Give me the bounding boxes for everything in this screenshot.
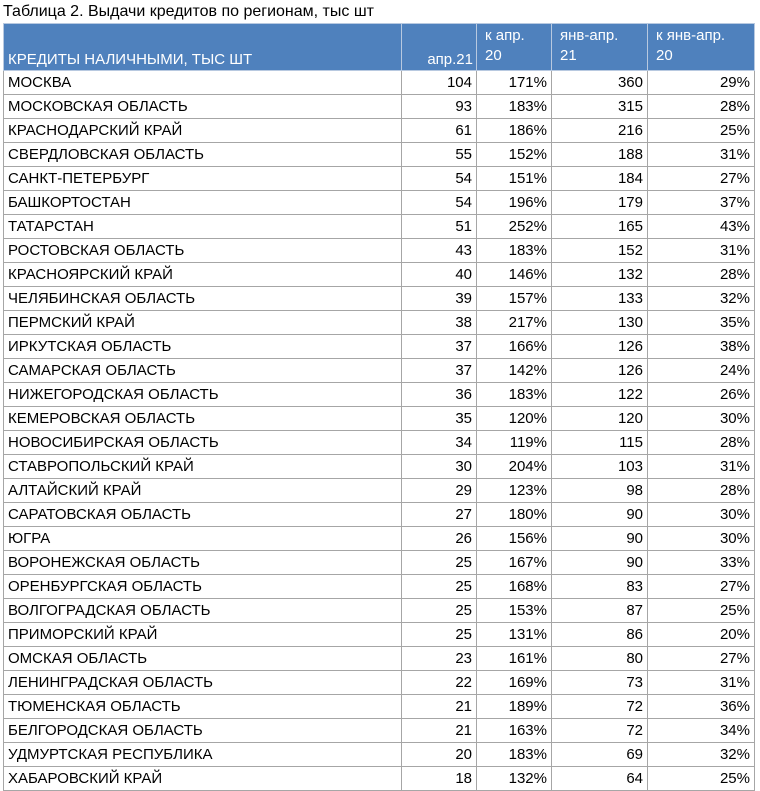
vs-jan-apr20-cell: 28% (648, 479, 755, 503)
jan-apr21-cell: 87 (552, 599, 648, 623)
region-name-cell: ТАТАРСТАН (4, 215, 402, 239)
jan-apr21-cell: 315 (552, 95, 648, 119)
vs-jan-apr20-cell: 25% (648, 599, 755, 623)
jan-apr21-cell: 115 (552, 431, 648, 455)
table-row (4, 95, 755, 119)
region-name-cell: МОСКОВСКАЯ ОБЛАСТЬ (4, 95, 402, 119)
vs-apr20-cell: 183% (477, 743, 552, 767)
apr21-cell: 38 (402, 311, 477, 335)
apr21-cell: 43 (402, 239, 477, 263)
vs-jan-apr20-cell: 26% (648, 383, 755, 407)
vs-apr20-cell: 123% (477, 479, 552, 503)
table-row (4, 143, 755, 167)
table-row (4, 215, 755, 239)
apr21-cell: 27 (402, 503, 477, 527)
table-row (4, 311, 755, 335)
vs-jan-apr20-cell: 25% (648, 767, 755, 791)
vs-apr20-cell: 166% (477, 335, 552, 359)
header-vs-jan-apr20-line1: к янв-апр. (656, 27, 726, 44)
apr21-cell: 25 (402, 623, 477, 647)
table-row (4, 359, 755, 383)
apr21-cell: 23 (402, 647, 477, 671)
apr21-cell: 40 (402, 263, 477, 287)
jan-apr21-cell: 165 (552, 215, 648, 239)
table-row (4, 335, 755, 359)
apr21-cell: 37 (402, 335, 477, 359)
apr21-cell: 51 (402, 215, 477, 239)
apr21-cell: 36 (402, 383, 477, 407)
vs-jan-apr20-cell: 27% (648, 575, 755, 599)
jan-apr21-cell: 90 (552, 551, 648, 575)
vs-apr20-cell: 169% (477, 671, 552, 695)
vs-jan-apr20-cell: 36% (648, 695, 755, 719)
apr21-cell: 55 (402, 143, 477, 167)
table-row (4, 719, 755, 743)
jan-apr21-cell: 184 (552, 167, 648, 191)
table-row (4, 71, 755, 95)
region-name-cell: БЕЛГОРОДСКАЯ ОБЛАСТЬ (4, 719, 402, 743)
vs-jan-apr20-cell: 20% (648, 623, 755, 647)
table-row (4, 575, 755, 599)
vs-jan-apr20-cell: 34% (648, 719, 755, 743)
table-row (4, 551, 755, 575)
table-row (4, 623, 755, 647)
region-name-cell: САМАРСКАЯ ОБЛАСТЬ (4, 359, 402, 383)
vs-jan-apr20-cell: 25% (648, 119, 755, 143)
vs-jan-apr20-cell: 28% (648, 263, 755, 287)
vs-apr20-cell: 119% (477, 431, 552, 455)
apr21-cell: 93 (402, 95, 477, 119)
vs-apr20-cell: 252% (477, 215, 552, 239)
vs-jan-apr20-cell: 28% (648, 95, 755, 119)
vs-apr20-cell: 156% (477, 527, 552, 551)
region-name-cell: МОСКВА (4, 71, 402, 95)
vs-apr20-cell: 132% (477, 767, 552, 791)
table-row (4, 743, 755, 767)
apr21-cell: 25 (402, 599, 477, 623)
jan-apr21-cell: 64 (552, 767, 648, 791)
vs-apr20-cell: 167% (477, 551, 552, 575)
table-row (4, 263, 755, 287)
vs-jan-apr20-cell: 28% (648, 431, 755, 455)
vs-jan-apr20-cell: 32% (648, 743, 755, 767)
region-name-cell: СВЕРДЛОВСКАЯ ОБЛАСТЬ (4, 143, 402, 167)
jan-apr21-cell: 122 (552, 383, 648, 407)
vs-apr20-cell: 196% (477, 191, 552, 215)
jan-apr21-cell: 90 (552, 503, 648, 527)
apr21-cell: 20 (402, 743, 477, 767)
vs-jan-apr20-cell: 31% (648, 455, 755, 479)
region-name-cell: ПРИМОРСКИЙ КРАЙ (4, 623, 402, 647)
jan-apr21-cell: 188 (552, 143, 648, 167)
jan-apr21-cell: 126 (552, 335, 648, 359)
vs-apr20-cell: 204% (477, 455, 552, 479)
vs-apr20-cell: 217% (477, 311, 552, 335)
vs-apr20-cell: 142% (477, 359, 552, 383)
region-name-cell: ИРКУТСКАЯ ОБЛАСТЬ (4, 335, 402, 359)
apr21-cell: 54 (402, 191, 477, 215)
region-name-cell: СТАВРОПОЛЬСКИЙ КРАЙ (4, 455, 402, 479)
vs-apr20-cell: 171% (477, 71, 552, 95)
apr21-cell: 25 (402, 575, 477, 599)
region-name-cell: КРАСНОЯРСКИЙ КРАЙ (4, 263, 402, 287)
vs-jan-apr20-cell: 27% (648, 647, 755, 671)
jan-apr21-cell: 80 (552, 647, 648, 671)
region-name-cell: САНКТ-ПЕТЕРБУРГ (4, 167, 402, 191)
jan-apr21-cell: 90 (552, 527, 648, 551)
vs-jan-apr20-cell: 33% (648, 551, 755, 575)
vs-jan-apr20-cell: 37% (648, 191, 755, 215)
table-row (4, 527, 755, 551)
apr21-cell: 37 (402, 359, 477, 383)
table-row (4, 647, 755, 671)
vs-jan-apr20-cell: 31% (648, 671, 755, 695)
vs-apr20-cell: 180% (477, 503, 552, 527)
table-row (4, 431, 755, 455)
vs-jan-apr20-cell: 29% (648, 71, 755, 95)
region-name-cell: ЧЕЛЯБИНСКАЯ ОБЛАСТЬ (4, 287, 402, 311)
apr21-cell: 25 (402, 551, 477, 575)
jan-apr21-cell: 130 (552, 311, 648, 335)
jan-apr21-cell: 120 (552, 407, 648, 431)
vs-apr20-cell: 168% (477, 575, 552, 599)
table-row (4, 671, 755, 695)
header-vs-apr20-line1: к апр. (485, 27, 525, 44)
vs-jan-apr20-cell: 24% (648, 359, 755, 383)
region-name-cell: РОСТОВСКАЯ ОБЛАСТЬ (4, 239, 402, 263)
vs-apr20-cell: 161% (477, 647, 552, 671)
header-vs-apr20-line2: 20 (485, 47, 502, 64)
vs-jan-apr20-cell: 27% (648, 167, 755, 191)
jan-apr21-cell: 72 (552, 719, 648, 743)
region-name-cell: КЕМЕРОВСКАЯ ОБЛАСТЬ (4, 407, 402, 431)
vs-apr20-cell: 146% (477, 263, 552, 287)
vs-apr20-cell: 151% (477, 167, 552, 191)
table-row (4, 503, 755, 527)
table-row (4, 287, 755, 311)
region-name-cell: БАШКОРТОСТАН (4, 191, 402, 215)
region-name-cell: АЛТАЙСКИЙ КРАЙ (4, 479, 402, 503)
apr21-cell: 26 (402, 527, 477, 551)
table-row (4, 407, 755, 431)
vs-jan-apr20-cell: 38% (648, 335, 755, 359)
apr21-cell: 29 (402, 479, 477, 503)
vs-jan-apr20-cell: 32% (648, 287, 755, 311)
jan-apr21-cell: 98 (552, 479, 648, 503)
region-name-cell: КРАСНОДАРСКИЙ КРАЙ (4, 119, 402, 143)
apr21-cell: 22 (402, 671, 477, 695)
vs-apr20-cell: 153% (477, 599, 552, 623)
vs-apr20-cell: 131% (477, 623, 552, 647)
jan-apr21-cell: 179 (552, 191, 648, 215)
header-vs-jan-apr20-line2: 20 (656, 47, 673, 64)
vs-jan-apr20-cell: 30% (648, 503, 755, 527)
vs-jan-apr20-cell: 43% (648, 215, 755, 239)
vs-jan-apr20-cell: 35% (648, 311, 755, 335)
vs-apr20-cell: 186% (477, 119, 552, 143)
apr21-cell: 61 (402, 119, 477, 143)
region-name-cell: ТЮМЕНСКАЯ ОБЛАСТЬ (4, 695, 402, 719)
header-region: КРЕДИТЫ НАЛИЧНЫМИ, ТЫС ШТ (4, 24, 402, 71)
region-name-cell: НОВОСИБИРСКАЯ ОБЛАСТЬ (4, 431, 402, 455)
region-name-cell: УДМУРТСКАЯ РЕСПУБЛИКА (4, 743, 402, 767)
table-row (4, 695, 755, 719)
vs-apr20-cell: 120% (477, 407, 552, 431)
jan-apr21-cell: 103 (552, 455, 648, 479)
table-row (4, 119, 755, 143)
jan-apr21-cell: 360 (552, 71, 648, 95)
region-name-cell: ВОЛГОГРАДСКАЯ ОБЛАСТЬ (4, 599, 402, 623)
vs-apr20-cell: 183% (477, 239, 552, 263)
region-name-cell: ЛЕНИНГРАДСКАЯ ОБЛАСТЬ (4, 671, 402, 695)
jan-apr21-cell: 152 (552, 239, 648, 263)
vs-apr20-cell: 189% (477, 695, 552, 719)
table-caption: Таблица 2. Выдачи кредитов по регионам, тыс шт (3, 3, 374, 20)
jan-apr21-cell: 83 (552, 575, 648, 599)
jan-apr21-cell: 72 (552, 695, 648, 719)
region-name-cell: ОРЕНБУРГСКАЯ ОБЛАСТЬ (4, 575, 402, 599)
apr21-cell: 30 (402, 455, 477, 479)
table-row (4, 167, 755, 191)
apr21-cell: 35 (402, 407, 477, 431)
header-jan-apr21-line2: 21 (560, 47, 577, 64)
header-apr21: апр.21 (402, 24, 477, 71)
vs-apr20-cell: 163% (477, 719, 552, 743)
apr21-cell: 34 (402, 431, 477, 455)
apr21-cell: 39 (402, 287, 477, 311)
header-vs-jan-apr20 (648, 24, 755, 71)
header-vs-apr20 (477, 24, 552, 71)
region-name-cell: НИЖЕГОРОДСКАЯ ОБЛАСТЬ (4, 383, 402, 407)
vs-apr20-cell: 152% (477, 143, 552, 167)
vs-jan-apr20-cell: 31% (648, 143, 755, 167)
table-row (4, 455, 755, 479)
table-row (4, 767, 755, 791)
region-name-cell: ПЕРМСКИЙ КРАЙ (4, 311, 402, 335)
region-name-cell: САРАТОВСКАЯ ОБЛАСТЬ (4, 503, 402, 527)
table-body (4, 71, 755, 791)
table-row (4, 239, 755, 263)
jan-apr21-cell: 216 (552, 119, 648, 143)
apr21-cell: 104 (402, 71, 477, 95)
jan-apr21-cell: 69 (552, 743, 648, 767)
jan-apr21-cell: 126 (552, 359, 648, 383)
vs-jan-apr20-cell: 31% (648, 239, 755, 263)
vs-apr20-cell: 183% (477, 95, 552, 119)
jan-apr21-cell: 132 (552, 263, 648, 287)
vs-jan-apr20-cell: 30% (648, 407, 755, 431)
region-name-cell: ОМСКАЯ ОБЛАСТЬ (4, 647, 402, 671)
regions-credit-table (3, 23, 755, 791)
jan-apr21-cell: 73 (552, 671, 648, 695)
jan-apr21-cell: 133 (552, 287, 648, 311)
vs-jan-apr20-cell: 30% (648, 527, 755, 551)
table-row (4, 383, 755, 407)
apr21-cell: 54 (402, 167, 477, 191)
table-header-row (4, 24, 755, 71)
header-jan-apr21 (552, 24, 648, 71)
header-jan-apr21-line1: янв-апр. (560, 27, 619, 44)
table-row (4, 191, 755, 215)
apr21-cell: 21 (402, 719, 477, 743)
vs-apr20-cell: 157% (477, 287, 552, 311)
apr21-cell: 18 (402, 767, 477, 791)
table-row (4, 599, 755, 623)
jan-apr21-cell: 86 (552, 623, 648, 647)
region-name-cell: ВОРОНЕЖСКАЯ ОБЛАСТЬ (4, 551, 402, 575)
region-name-cell: ХАБАРОВСКИЙ КРАЙ (4, 767, 402, 791)
vs-apr20-cell: 183% (477, 383, 552, 407)
apr21-cell: 21 (402, 695, 477, 719)
table-row (4, 479, 755, 503)
region-name-cell: ЮГРА (4, 527, 402, 551)
